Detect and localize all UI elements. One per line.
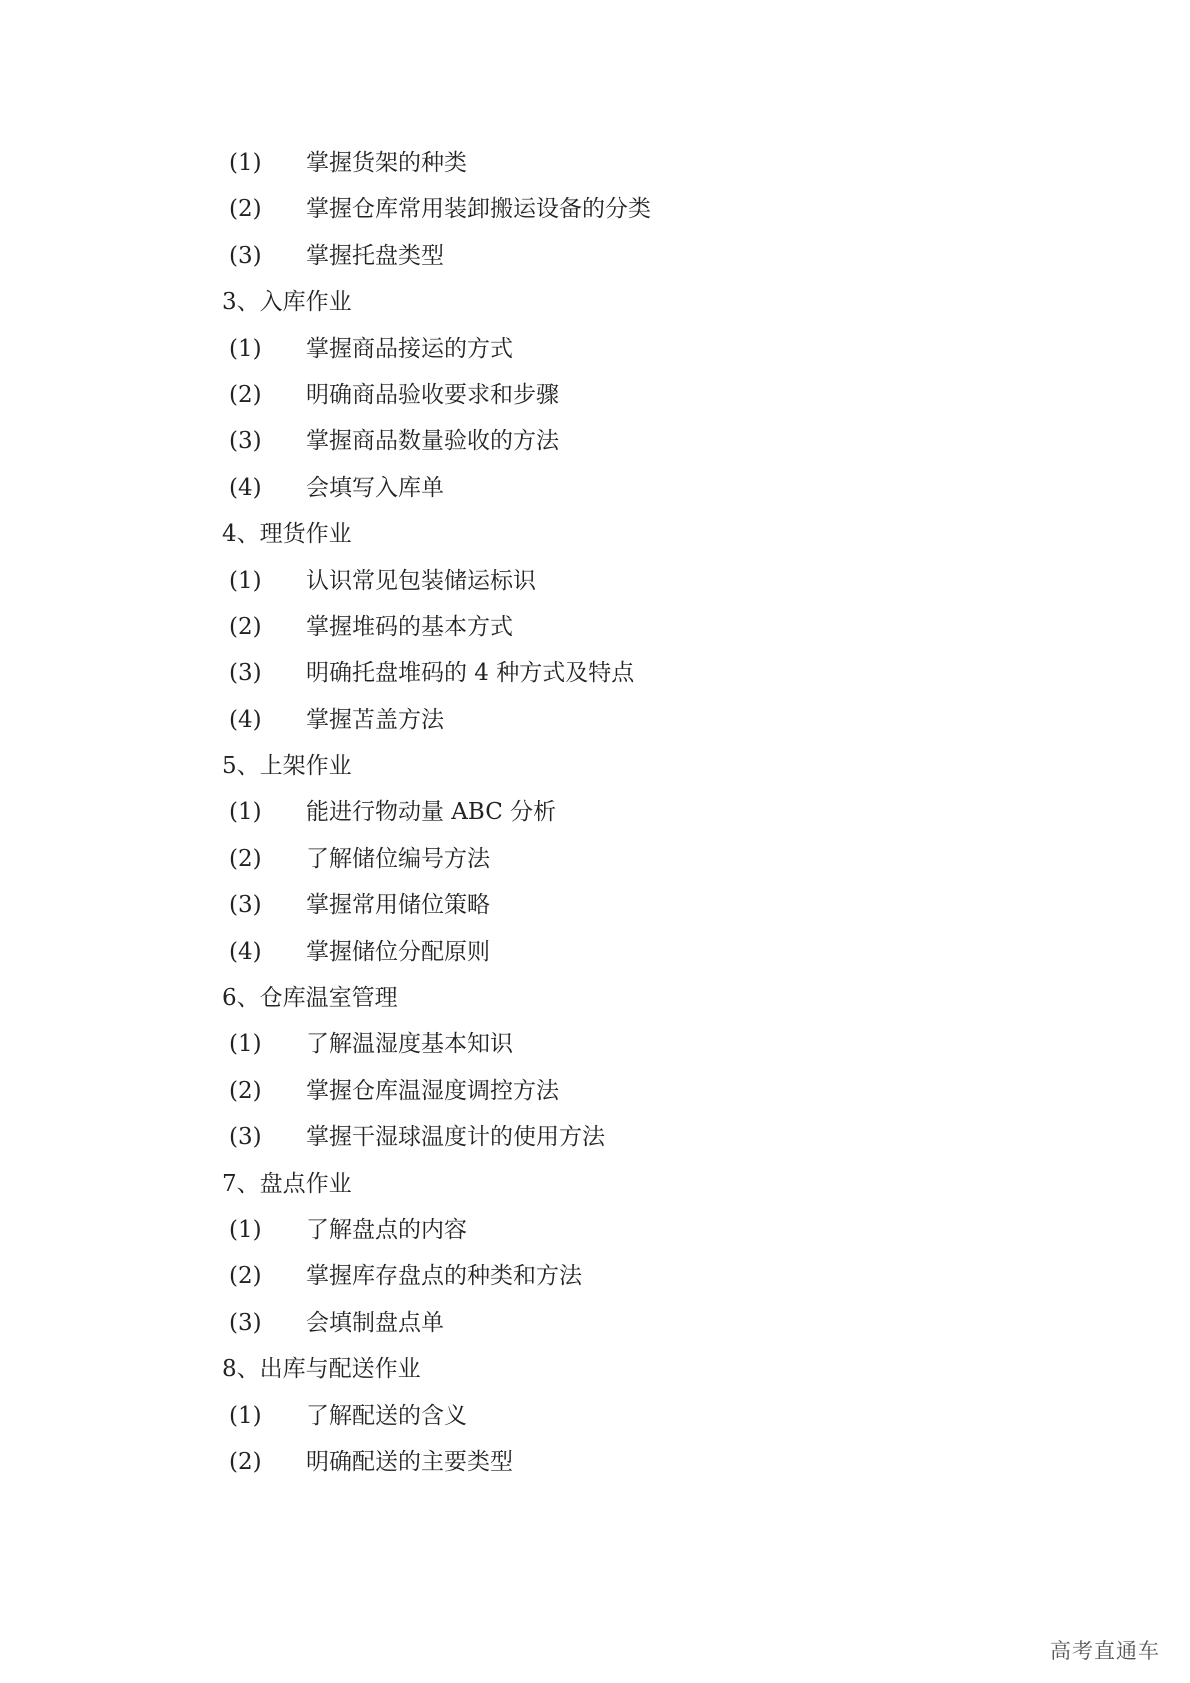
section-heading: 6、仓库温室管理 (222, 985, 398, 1012)
list-item-text: 了解储位编号方法 (306, 845, 490, 872)
list-item (0, 703, 1190, 749)
list-item (0, 378, 1190, 424)
list-item (0, 656, 1190, 702)
list-item-number: (3) (229, 1124, 262, 1151)
list-item-number: (4) (229, 706, 262, 733)
list-item-number: (2) (229, 845, 262, 872)
list-item-number: (3) (229, 1309, 262, 1336)
list-item-text: 掌握常用储位策略 (306, 892, 490, 919)
list-item-number: (2) (229, 381, 262, 408)
list-item (0, 1120, 1190, 1166)
list-item-number: (4) (229, 474, 262, 501)
list-item-number: (1) (229, 567, 262, 594)
list-item-text: 能进行物动量 ABC 分析 (306, 799, 557, 826)
list-item (0, 1445, 1190, 1491)
list-item (0, 1399, 1190, 1445)
list-item (0, 1027, 1190, 1073)
list-item-number: (1) (229, 335, 262, 362)
section-heading: 5、上架作业 (222, 753, 352, 780)
list-item-number: (4) (229, 938, 262, 965)
list-item-text: 了解盘点的内容 (306, 1216, 467, 1243)
list-item-text: 了解配送的含义 (306, 1402, 467, 1429)
list-item-text: 掌握商品数量验收的方法 (306, 428, 559, 455)
list-item-number: (1) (229, 150, 262, 176)
list-item-text: 明确商品验收要求和步骤 (306, 381, 559, 408)
list-item-number: (2) (229, 1263, 262, 1290)
list-item-number: (2) (229, 196, 262, 223)
list-item-text: 会填写入库单 (306, 474, 444, 501)
list-item (0, 1074, 1190, 1120)
section-heading: 7、盘点作业 (222, 1170, 352, 1197)
list-item-number: (3) (229, 660, 262, 687)
list-item-number: (3) (229, 428, 262, 455)
list-item (0, 471, 1190, 517)
list-item (0, 564, 1190, 610)
list-item-text: 掌握仓库温湿度调控方法 (306, 1077, 559, 1104)
list-item-text: 掌握堆码的基本方式 (306, 613, 513, 640)
list-item (0, 610, 1190, 656)
list-item (0, 424, 1190, 470)
list-item (0, 842, 1190, 888)
list-item (0, 888, 1190, 934)
list-item-text: 掌握苫盖方法 (306, 706, 444, 733)
list-item-number: (2) (229, 613, 262, 640)
list-item-text: 掌握仓库常用装卸搬运设备的分类 (306, 196, 651, 223)
list-item-text: 掌握储位分配原则 (306, 938, 490, 965)
list-item-text: 会填制盘点单 (306, 1309, 444, 1336)
list-item-number: (3) (229, 892, 262, 919)
list-item-number: (3) (229, 242, 262, 269)
list-item (0, 1213, 1190, 1259)
list-item (0, 192, 1190, 238)
list-item-text: 了解温湿度基本知识 (306, 1031, 513, 1058)
list-item-number: (1) (229, 1031, 262, 1058)
list-item-text: 认识常见包装储运标识 (306, 567, 536, 594)
list-item-text: 掌握商品接运的方式 (306, 335, 513, 362)
list-item-text: 明确托盘堆码的 4 种方式及特点 (306, 660, 635, 687)
section-heading: 3、入库作业 (222, 289, 352, 316)
list-item (0, 935, 1190, 981)
section-heading: 4、理货作业 (222, 521, 352, 548)
list-item-text: 掌握货架的种类 (306, 150, 467, 176)
list-item-number: (2) (229, 1448, 262, 1475)
list-item (0, 1259, 1190, 1305)
list-item (0, 1306, 1190, 1352)
list-item-number: (1) (229, 799, 262, 826)
list-item-number: (1) (229, 1402, 262, 1429)
section-heading: 8、出库与配送作业 (222, 1356, 421, 1383)
list-item-number: (1) (229, 1216, 262, 1243)
list-item-text: 明确配送的主要类型 (306, 1448, 513, 1475)
list-item (0, 332, 1190, 378)
list-item-number: (2) (229, 1077, 262, 1104)
list-item (0, 795, 1190, 841)
list-item-text: 掌握库存盘点的种类和方法 (306, 1263, 582, 1290)
list-item-text: 掌握干湿球温度计的使用方法 (306, 1124, 605, 1151)
list-item (0, 146, 1190, 192)
watermark-text: 高考直通车 (1050, 1639, 1160, 1663)
list-item-text: 掌握托盘类型 (306, 242, 444, 269)
document-body (0, 146, 1190, 1491)
list-item (0, 239, 1190, 285)
